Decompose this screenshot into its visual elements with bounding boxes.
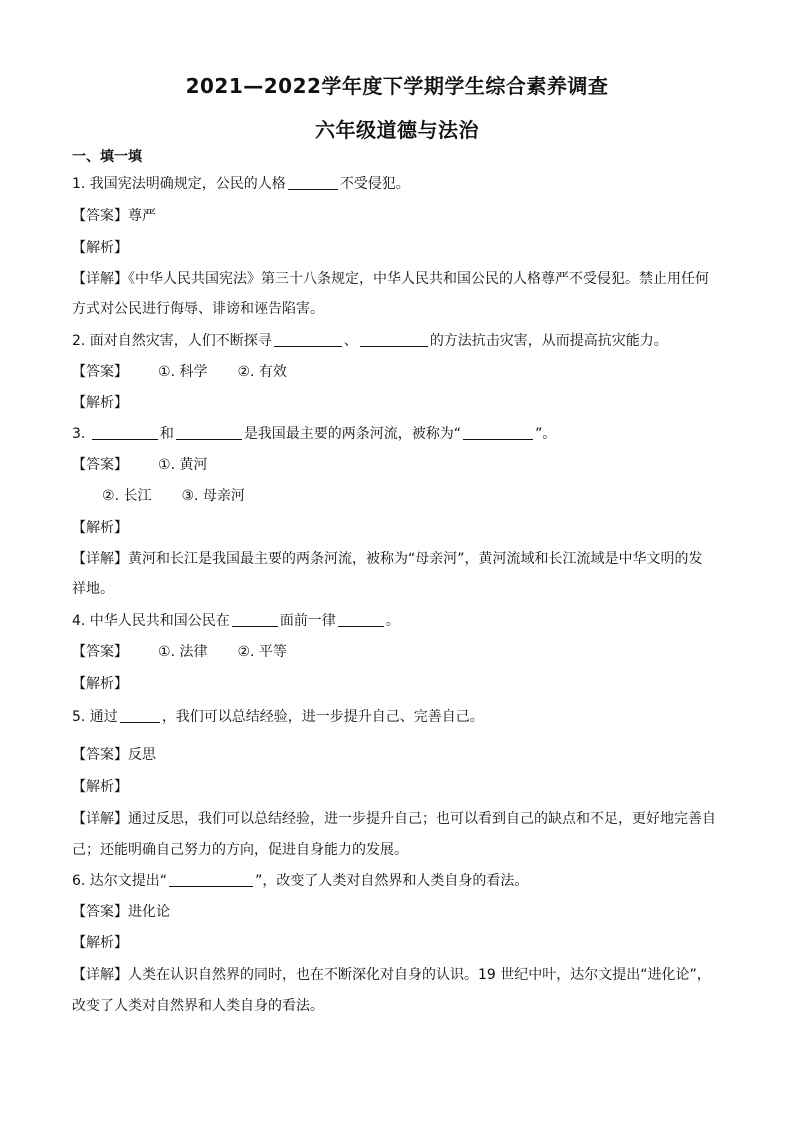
detail-3-line-1 (72, 549, 703, 569)
question-4-blank-2 (338, 612, 384, 627)
document-title: 2021—2022学年度下学期学生综合素养调查 (185, 74, 609, 98)
analysis-label-5: 【解析】 (72, 779, 128, 795)
question-2-mid: 、 (343, 333, 358, 349)
question-6-blank (169, 872, 253, 887)
question-5 (72, 707, 484, 727)
answer-3-num-2: ② (102, 488, 115, 504)
answer-6-value: 进化论 (128, 904, 170, 920)
analysis-label-6: 【解析】 (72, 935, 128, 951)
answer-label: 【答案】 (72, 904, 128, 920)
answer-2-value-2: . 有效 (250, 364, 287, 380)
question-2-blank-2 (360, 332, 428, 347)
detail-3-text-1: 黄河和长江是我国最主要的两条河流，被称为“母亲河”，黄河流域和长江流域是中华文明的发 (128, 551, 703, 567)
analysis-label-3: 【解析】 (72, 520, 128, 536)
question-3-blank-2 (176, 425, 242, 440)
answer-label: 【答案】 (72, 457, 128, 473)
analysis-label-1: 【解析】 (72, 240, 128, 256)
question-6-prefix: 6. 达尔文提出“ (72, 873, 168, 889)
detail-1-line-1 (72, 269, 709, 289)
answer-2-num-1: ① (158, 364, 171, 380)
detail-1-line-2: 方式对公民进行侮辱、诽谤和诬告陷害。 (72, 301, 324, 317)
answer-4-num-2: ② (237, 644, 251, 660)
question-2 (72, 331, 668, 351)
detail-6-line-1 (72, 965, 711, 985)
question-1 (72, 174, 410, 194)
detail-1-text-1: 《中华人民共国宪法》第三十八条规定，中华人民共和国公民的人格尊严不受侵犯。禁止用任何 (128, 271, 709, 287)
answer-4-value-1: . 法律 (170, 644, 208, 660)
answer-4-num-1: ① (158, 644, 171, 660)
answer-4 (72, 642, 287, 662)
question-4-prefix: 4. 中华人民共和国公民在 (72, 613, 230, 629)
question-5-suffix: ，我们可以总结经验，进一步提升自己、完善自己。 (161, 709, 484, 725)
question-3-suffix: ”。 (535, 426, 557, 442)
detail-5-text-1: 通过反思，我们可以总结经验，进一步提升自己；也可以看到自己的缺点和不足，更好地完善自 (128, 811, 716, 827)
question-3-prefix: 3. (72, 426, 90, 442)
detail-label: 【详解】 (72, 967, 128, 983)
answer-label: 【答案】 (72, 747, 128, 763)
answer-1 (72, 206, 156, 226)
question-3-blank-1 (92, 425, 158, 440)
detail-3-line-2: 祥地。 (72, 581, 114, 597)
question-3-blank-3 (463, 425, 533, 440)
detail-6-text-1: 人类在认识自然界的同时，也在不断深化对自身的认识。19 世纪中叶，达尔文提出“进化论”， (128, 967, 711, 983)
detail-label: 【详解】 (72, 551, 128, 567)
answer-label: 【答案】 (72, 208, 128, 224)
question-2-prefix: 2. 面对自然灾害，人们不断探寻 (72, 333, 272, 349)
question-5-prefix: 5. 通过 (72, 709, 118, 725)
question-6 (72, 871, 528, 891)
question-5-blank (120, 708, 160, 723)
answer-4-value-2: . 平等 (250, 644, 287, 660)
question-3-mid-1: 和 (159, 426, 174, 442)
answer-2 (72, 362, 287, 382)
answer-3 (72, 455, 207, 475)
answer-3-continued (102, 486, 245, 506)
question-4-blank-1 (232, 612, 278, 627)
question-6-suffix: ”，改变了人类对自然界和人类自身的看法。 (255, 873, 529, 889)
analysis-label-4: 【解析】 (72, 676, 128, 692)
answer-5 (72, 745, 156, 765)
question-1-blank (288, 175, 338, 190)
section-heading: 一、填一填 (72, 149, 142, 165)
answer-3-value-3: . 母亲河 (194, 488, 245, 504)
document-subtitle: 六年级道德与法治 (315, 118, 479, 142)
question-1-suffix: 不受侵犯。 (339, 176, 410, 192)
detail-5-line-1 (72, 809, 716, 829)
detail-6-line-2: 改变了人类对自然界和人类自身的看法。 (72, 998, 324, 1014)
answer-3-num-3: ③ (181, 488, 195, 504)
detail-label: 【详解】 (72, 811, 128, 827)
question-1-prefix: 1. 我国宪法明确规定，公民的人格 (72, 176, 286, 192)
question-3-mid-2: 是我国最主要的两条河流，被称为“ (243, 426, 462, 442)
answer-2-value-1: . 科学 (170, 364, 208, 380)
question-4-suffix: 。 (385, 613, 400, 629)
question-2-suffix: 的方法抗击灾害，从而提高抗灾能力。 (429, 333, 668, 349)
answer-6 (72, 902, 170, 922)
answer-3-value-1: . 黄河 (170, 457, 208, 473)
answer-label: 【答案】 (72, 364, 128, 380)
answer-3-value-2: . 长江 (114, 488, 152, 504)
question-2-blank-1 (274, 332, 342, 347)
answer-label: 【答案】 (72, 644, 128, 660)
question-4 (72, 611, 400, 631)
detail-label: 【详解】 (72, 271, 128, 287)
question-4-mid: 面前一律 (279, 613, 336, 629)
answer-5-value: 反思 (128, 747, 156, 763)
analysis-label-2: 【解析】 (72, 395, 128, 411)
detail-5-line-2: 己；还能明确自己努力的方向，促进自身能力的发展。 (72, 842, 408, 858)
answer-3-num-1: ① (158, 457, 171, 473)
question-3 (72, 424, 556, 444)
answer-1-value: 尊严 (128, 208, 156, 224)
answer-2-num-2: ② (237, 364, 251, 380)
